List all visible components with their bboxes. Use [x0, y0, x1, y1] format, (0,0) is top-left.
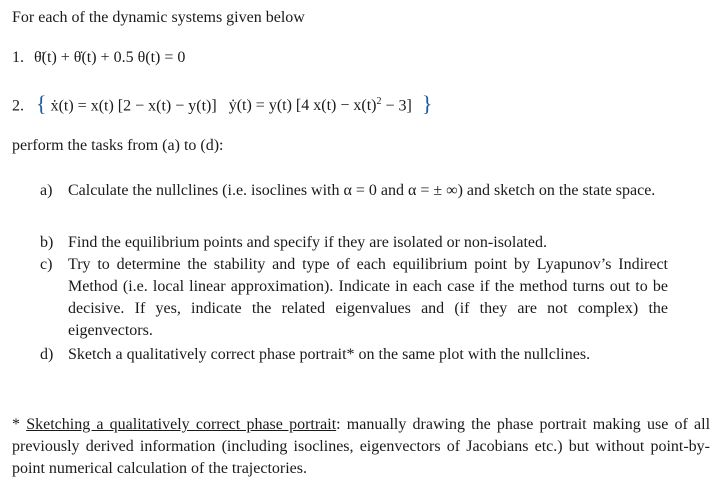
task-a	[40, 180, 700, 224]
footnote	[12, 414, 710, 480]
perform-text: perform the tasks from (a) to (d):	[12, 137, 224, 154]
footnote-term: Sketching a qualitatively correct phase portrait	[26, 416, 337, 433]
task-d-label: d)	[40, 346, 54, 363]
task-c	[40, 254, 700, 342]
task-c-label: c)	[40, 256, 53, 273]
task-b-text: Find the equilibrium points and specify if they are isolated or non-isolated.	[68, 234, 548, 251]
system-1-equation: θ̈(t) + θ̇(t) + 0.5 θ(t) = 0	[34, 49, 186, 66]
system-2-equation-y: ẏ(t) = y(t) [4 x(t) − x(t)	[228, 97, 377, 115]
system-2-brace-open: {	[36, 91, 47, 117]
task-a-label: a)	[40, 182, 53, 199]
task-b	[40, 232, 700, 254]
system-2-exponent: 2	[376, 96, 382, 107]
system-1-number: 1.	[12, 49, 24, 66]
task-a-text: Calculate the nullclines (i.e. isoclines with α = 0 and α = ± ∞) and sketch on the state space.	[68, 182, 656, 199]
task-d-text: Sketch a qualitatively correct phase portrait* on the same plot with the nullclines.	[68, 346, 591, 363]
footnote-rest: : manually drawing the phase portrait making use of all previously derived information (including isoclines, eigenvectors of Jacobians etc.) but without point-by-point numerical calculation of the trajectories.	[12, 416, 711, 477]
system-2-equation-x: ẋ(t) = x(t) [2 − x(t) − y(t)]	[50, 97, 217, 115]
task-d	[40, 344, 700, 366]
intro-text: For each of the dynamic systems given below	[12, 9, 305, 26]
footnote-star: *	[12, 416, 27, 433]
task-b-label: b)	[40, 234, 54, 251]
system-1	[12, 48, 185, 68]
system-2-brace-close: }	[421, 91, 433, 117]
system-2-equation-y-end: − 3]	[381, 97, 412, 115]
system-2	[12, 92, 432, 116]
task-c-text: Try to determine the stability and type of each equilibrium point by Lyapunov’s Indirect Method (i.e. local linear approximation). Indicate in each case if the method turns out to be decisive. If yes, indicate the related eigenvalues and (if they are not complex) the eigenvectors.	[68, 256, 668, 339]
system-2-number: 2.	[12, 97, 24, 115]
